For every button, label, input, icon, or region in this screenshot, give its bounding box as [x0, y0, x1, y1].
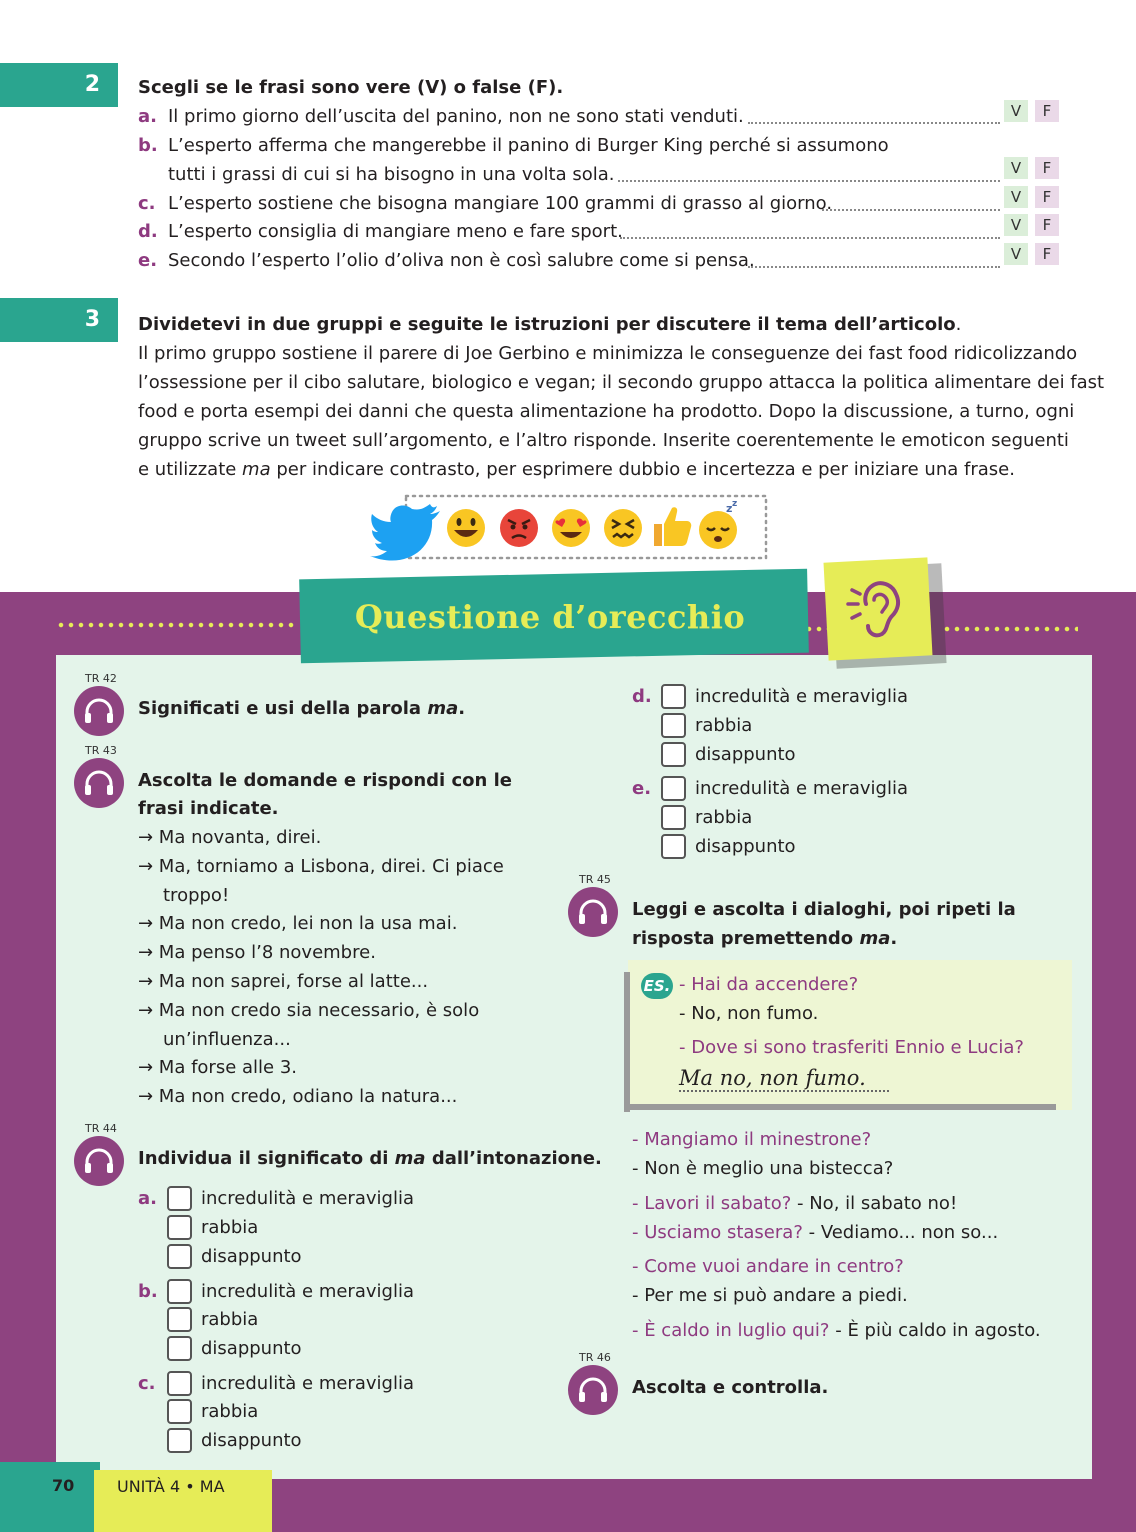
tr43-title-line1: Ascolta le domande e rispondi con le	[138, 770, 512, 791]
false-option[interactable]: F	[1035, 186, 1059, 208]
option-label: disappunto	[695, 836, 796, 857]
text: risposta premettendo	[632, 928, 860, 949]
checkbox[interactable]	[167, 1371, 192, 1396]
false-option[interactable]: F	[1035, 157, 1059, 179]
headphones-icon	[74, 758, 124, 808]
track-label: TR 46	[579, 1351, 611, 1364]
answer-line: → Ma non credo, lei non la usa mai.	[138, 913, 458, 934]
answer-line: → Ma penso l’8 novembre.	[138, 942, 376, 963]
option-label: incredulità e meraviglia	[695, 778, 908, 799]
checkbox[interactable]	[167, 1399, 192, 1424]
dialogue-reply: - Non è meglio una bistecca?	[632, 1158, 894, 1179]
option-label: disappunto	[695, 744, 796, 765]
item-text: L’esperto consiglia di mangiare meno e fare sport.	[168, 221, 623, 242]
option-letter: a.	[138, 1188, 157, 1209]
example-question: - Hai da accendere?	[679, 974, 859, 995]
option-label: incredulità e meraviglia	[201, 1188, 414, 1209]
tr42-title	[138, 694, 465, 723]
emphasis: ma	[394, 1148, 426, 1169]
footer-unit-label	[117, 1477, 225, 1496]
option-label: rabbia	[201, 1401, 259, 1422]
example-question: - Dove si sono trasferiti Ennio e Lucia?	[679, 1037, 1024, 1058]
checkbox[interactable]	[661, 805, 686, 830]
dialogue-line	[632, 1316, 1041, 1345]
instruction-line	[138, 455, 1068, 484]
false-option[interactable]: F	[1035, 243, 1059, 265]
ex2-item-b	[138, 131, 889, 160]
checkbox[interactable]	[167, 1279, 192, 1304]
option-label: rabbia	[201, 1217, 259, 1238]
emoticon-strip	[370, 490, 770, 562]
audio-track-42-button[interactable]	[74, 686, 124, 736]
option-label: rabbia	[695, 807, 753, 828]
answer-dots	[748, 122, 1000, 124]
audio-track-45-button[interactable]	[568, 887, 618, 937]
dialogue-line	[632, 1218, 998, 1247]
example-answer: Ma no, non fumo.	[679, 1066, 866, 1090]
answer-dots	[822, 209, 1000, 211]
decorative-dots	[942, 626, 1078, 632]
item-letter: a.	[138, 106, 157, 127]
instruction-line: Il primo gruppo sostiene il parere di Joe Gerbino e minimizza le conseguenze dei fast food ridicolizzando	[138, 343, 1078, 364]
checkbox[interactable]	[167, 1336, 192, 1361]
item-letter: d.	[138, 221, 158, 242]
ex2-item-a	[138, 102, 744, 131]
svg-text:z: z	[732, 499, 738, 509]
text: Significati e usi della parola	[138, 698, 428, 719]
text: per indicare contrasto, per esprimere dubbio e incertezza e per iniziare una frase.	[270, 459, 1015, 480]
track-label: TR 42	[85, 672, 117, 685]
unit-label: UNITÀ 4	[117, 1477, 181, 1496]
item-text: Il primo giorno dell’uscita del panino, non ne sono stati venduti.	[168, 106, 744, 127]
text: .	[458, 698, 466, 719]
checkbox[interactable]	[661, 776, 686, 801]
emphasis: ma	[427, 698, 459, 719]
checkbox[interactable]	[661, 834, 686, 859]
text: e utilizzate	[138, 459, 243, 480]
checkbox[interactable]	[167, 1307, 192, 1332]
instruction-line: gruppo scrive un tweet sull’argomento, e l’altro risponde. Inserite coerentemente le emoticon seguenti	[138, 430, 1069, 451]
footer-page-tab	[0, 1462, 100, 1532]
text: Individua il significato di	[138, 1148, 395, 1169]
true-option[interactable]: V	[1004, 100, 1028, 122]
audio-track-43-button[interactable]	[74, 758, 124, 808]
text: .	[890, 928, 898, 949]
tr44-title	[138, 1144, 602, 1173]
true-option[interactable]: V	[1004, 214, 1028, 236]
true-option[interactable]: V	[1004, 186, 1028, 208]
checkbox[interactable]	[167, 1186, 192, 1211]
track-label: TR 43	[85, 744, 117, 757]
option-label: disappunto	[201, 1246, 302, 1267]
exercise-3-instructions	[138, 339, 1105, 484]
option-letter: e.	[632, 778, 652, 799]
option-letter: d.	[632, 686, 652, 707]
decorative-dots	[56, 622, 296, 628]
answer-dots	[618, 180, 1000, 182]
text: dall’intonazione.	[425, 1148, 602, 1169]
exercise-number-tab: 3	[0, 298, 118, 342]
option-label: incredulità e meraviglia	[695, 686, 908, 707]
tr45-title-line2	[632, 924, 897, 953]
confounded-face-icon	[604, 509, 642, 547]
answer-line: → Ma novanta, direi.	[138, 827, 322, 848]
answer-line: → Ma forse alle 3.	[138, 1057, 298, 1078]
heart-eyes-face-icon	[552, 509, 590, 547]
checkbox[interactable]	[167, 1244, 192, 1269]
true-option[interactable]: V	[1004, 157, 1028, 179]
twitter-bird-icon	[370, 504, 440, 561]
dialogue-reply: - No, il sabato no!	[791, 1193, 958, 1214]
ex2-item-d	[138, 217, 623, 246]
checkbox[interactable]	[167, 1215, 192, 1240]
answer-dots	[679, 1090, 889, 1092]
checkbox[interactable]	[661, 713, 686, 738]
audio-track-44-button[interactable]	[74, 1136, 124, 1186]
dialogue-reply: - Vediamo... non so...	[802, 1222, 999, 1243]
answer-line: → Ma, torniamo a Lisbona, direi. Ci piace	[138, 856, 504, 877]
example-reply: - No, non fumo.	[679, 1003, 819, 1024]
option-label: disappunto	[201, 1430, 302, 1451]
option-label: rabbia	[201, 1309, 259, 1330]
svg-text:z: z	[726, 502, 733, 515]
dialogue-question: - Lavori il sabato?	[632, 1193, 792, 1214]
track-label: TR 45	[579, 873, 611, 886]
item-text: L’esperto sostiene che bisogna mangiare 100 grammi di grasso al giorno.	[168, 193, 833, 214]
thumbs-up-icon	[654, 507, 691, 546]
option-letter: c.	[138, 1373, 156, 1394]
headphones-icon	[74, 686, 124, 736]
false-option[interactable]: F	[1035, 100, 1059, 122]
tr46-title: Ascolta e controlla.	[632, 1377, 829, 1398]
ex2-item-b-cont: tutti i grassi di cui si ha bisogno in una volta sola.	[168, 164, 615, 185]
exercise-2-title: Scegli se le frasi sono vere (V) o false (F).	[138, 77, 564, 98]
emphasis: ma	[859, 928, 891, 949]
smiling-face-icon	[447, 509, 485, 547]
example-badge: ES.	[641, 973, 673, 999]
exercise-3-title	[138, 310, 961, 339]
angry-face-icon	[500, 509, 538, 547]
answer-line: → Ma non credo sia necessario, è solo	[138, 1000, 480, 1021]
dialogue-line	[632, 1189, 957, 1218]
item-text: L’esperto afferma che mangerebbe il panino di Burger King perché si assumono	[168, 135, 889, 156]
example-box-border	[624, 972, 630, 1112]
item-letter: c.	[138, 193, 156, 214]
ear-icon	[838, 568, 918, 648]
tr45-title-line1: Leggi e ascolta i dialoghi, poi ripeti la	[632, 899, 1016, 920]
instruction-line: l’ossessione per il cibo salutare, biologico e vegan; il secondo gruppo attacca la politica alimentare dei fast	[138, 372, 1105, 393]
answer-dots	[620, 237, 1000, 239]
dialogue-question: - Usciamo stasera?	[632, 1222, 803, 1243]
headphones-icon	[568, 1365, 618, 1415]
option-label: disappunto	[201, 1338, 302, 1359]
bullet: •	[185, 1477, 195, 1496]
true-option[interactable]: V	[1004, 243, 1028, 265]
option-letter: b.	[138, 1281, 158, 1302]
answer-dots	[748, 266, 1000, 268]
dialogue-reply: - Per me si può andare a piedi.	[632, 1285, 908, 1306]
tr43-title-line2: frasi indicate.	[138, 798, 279, 819]
checkbox[interactable]	[661, 684, 686, 709]
headphones-icon	[74, 1136, 124, 1186]
item-text: Secondo l’esperto l’olio d’oliva non è così salubre come si pensa.	[168, 250, 755, 271]
title-text: Dividetevi in due gruppi e seguite le istruzioni per discutere il tema dell’articolo	[138, 314, 956, 335]
option-label: incredulità e meraviglia	[201, 1373, 414, 1394]
track-label: TR 44	[85, 1122, 117, 1135]
unit-topic: MA	[199, 1477, 225, 1496]
dialogue-question: - Come vuoi andare in centro?	[632, 1256, 904, 1277]
sleeping-face-icon	[699, 499, 737, 549]
answer-line: troppo!	[163, 885, 230, 906]
section-title: Questione d’orecchio	[354, 598, 746, 636]
false-option[interactable]: F	[1035, 214, 1059, 236]
checkbox[interactable]	[661, 742, 686, 767]
page-number: 70	[52, 1476, 75, 1495]
option-label: incredulità e meraviglia	[201, 1281, 414, 1302]
ex2-item-e	[138, 246, 755, 275]
audio-track-46-button[interactable]	[568, 1365, 618, 1415]
checkbox[interactable]	[167, 1428, 192, 1453]
dialogue-question: - È caldo in luglio qui?	[632, 1320, 830, 1341]
emphasis: ma	[242, 459, 271, 480]
item-letter: e.	[138, 250, 158, 271]
headphones-icon	[568, 887, 618, 937]
answer-line: → Ma non saprei, forse al latte...	[138, 971, 429, 992]
title-end: .	[955, 314, 962, 335]
dialogue-reply: - È più caldo in agosto.	[829, 1320, 1041, 1341]
dialogue-question: - Mangiamo il minestrone?	[632, 1129, 872, 1150]
answer-line: un’influenza...	[163, 1029, 291, 1050]
instruction-line: food e porta esempi dei danni che questa alimentazione ha prodotto. Dopo la discussione, a turno, ogni	[138, 401, 1075, 422]
answer-line: → Ma non credo, odiano la natura...	[138, 1086, 458, 1107]
option-label: rabbia	[695, 715, 753, 736]
item-letter: b.	[138, 135, 158, 156]
example-box-border	[624, 1104, 1056, 1110]
ex2-item-c	[138, 189, 832, 218]
exercise-number-tab: 2	[0, 63, 118, 107]
